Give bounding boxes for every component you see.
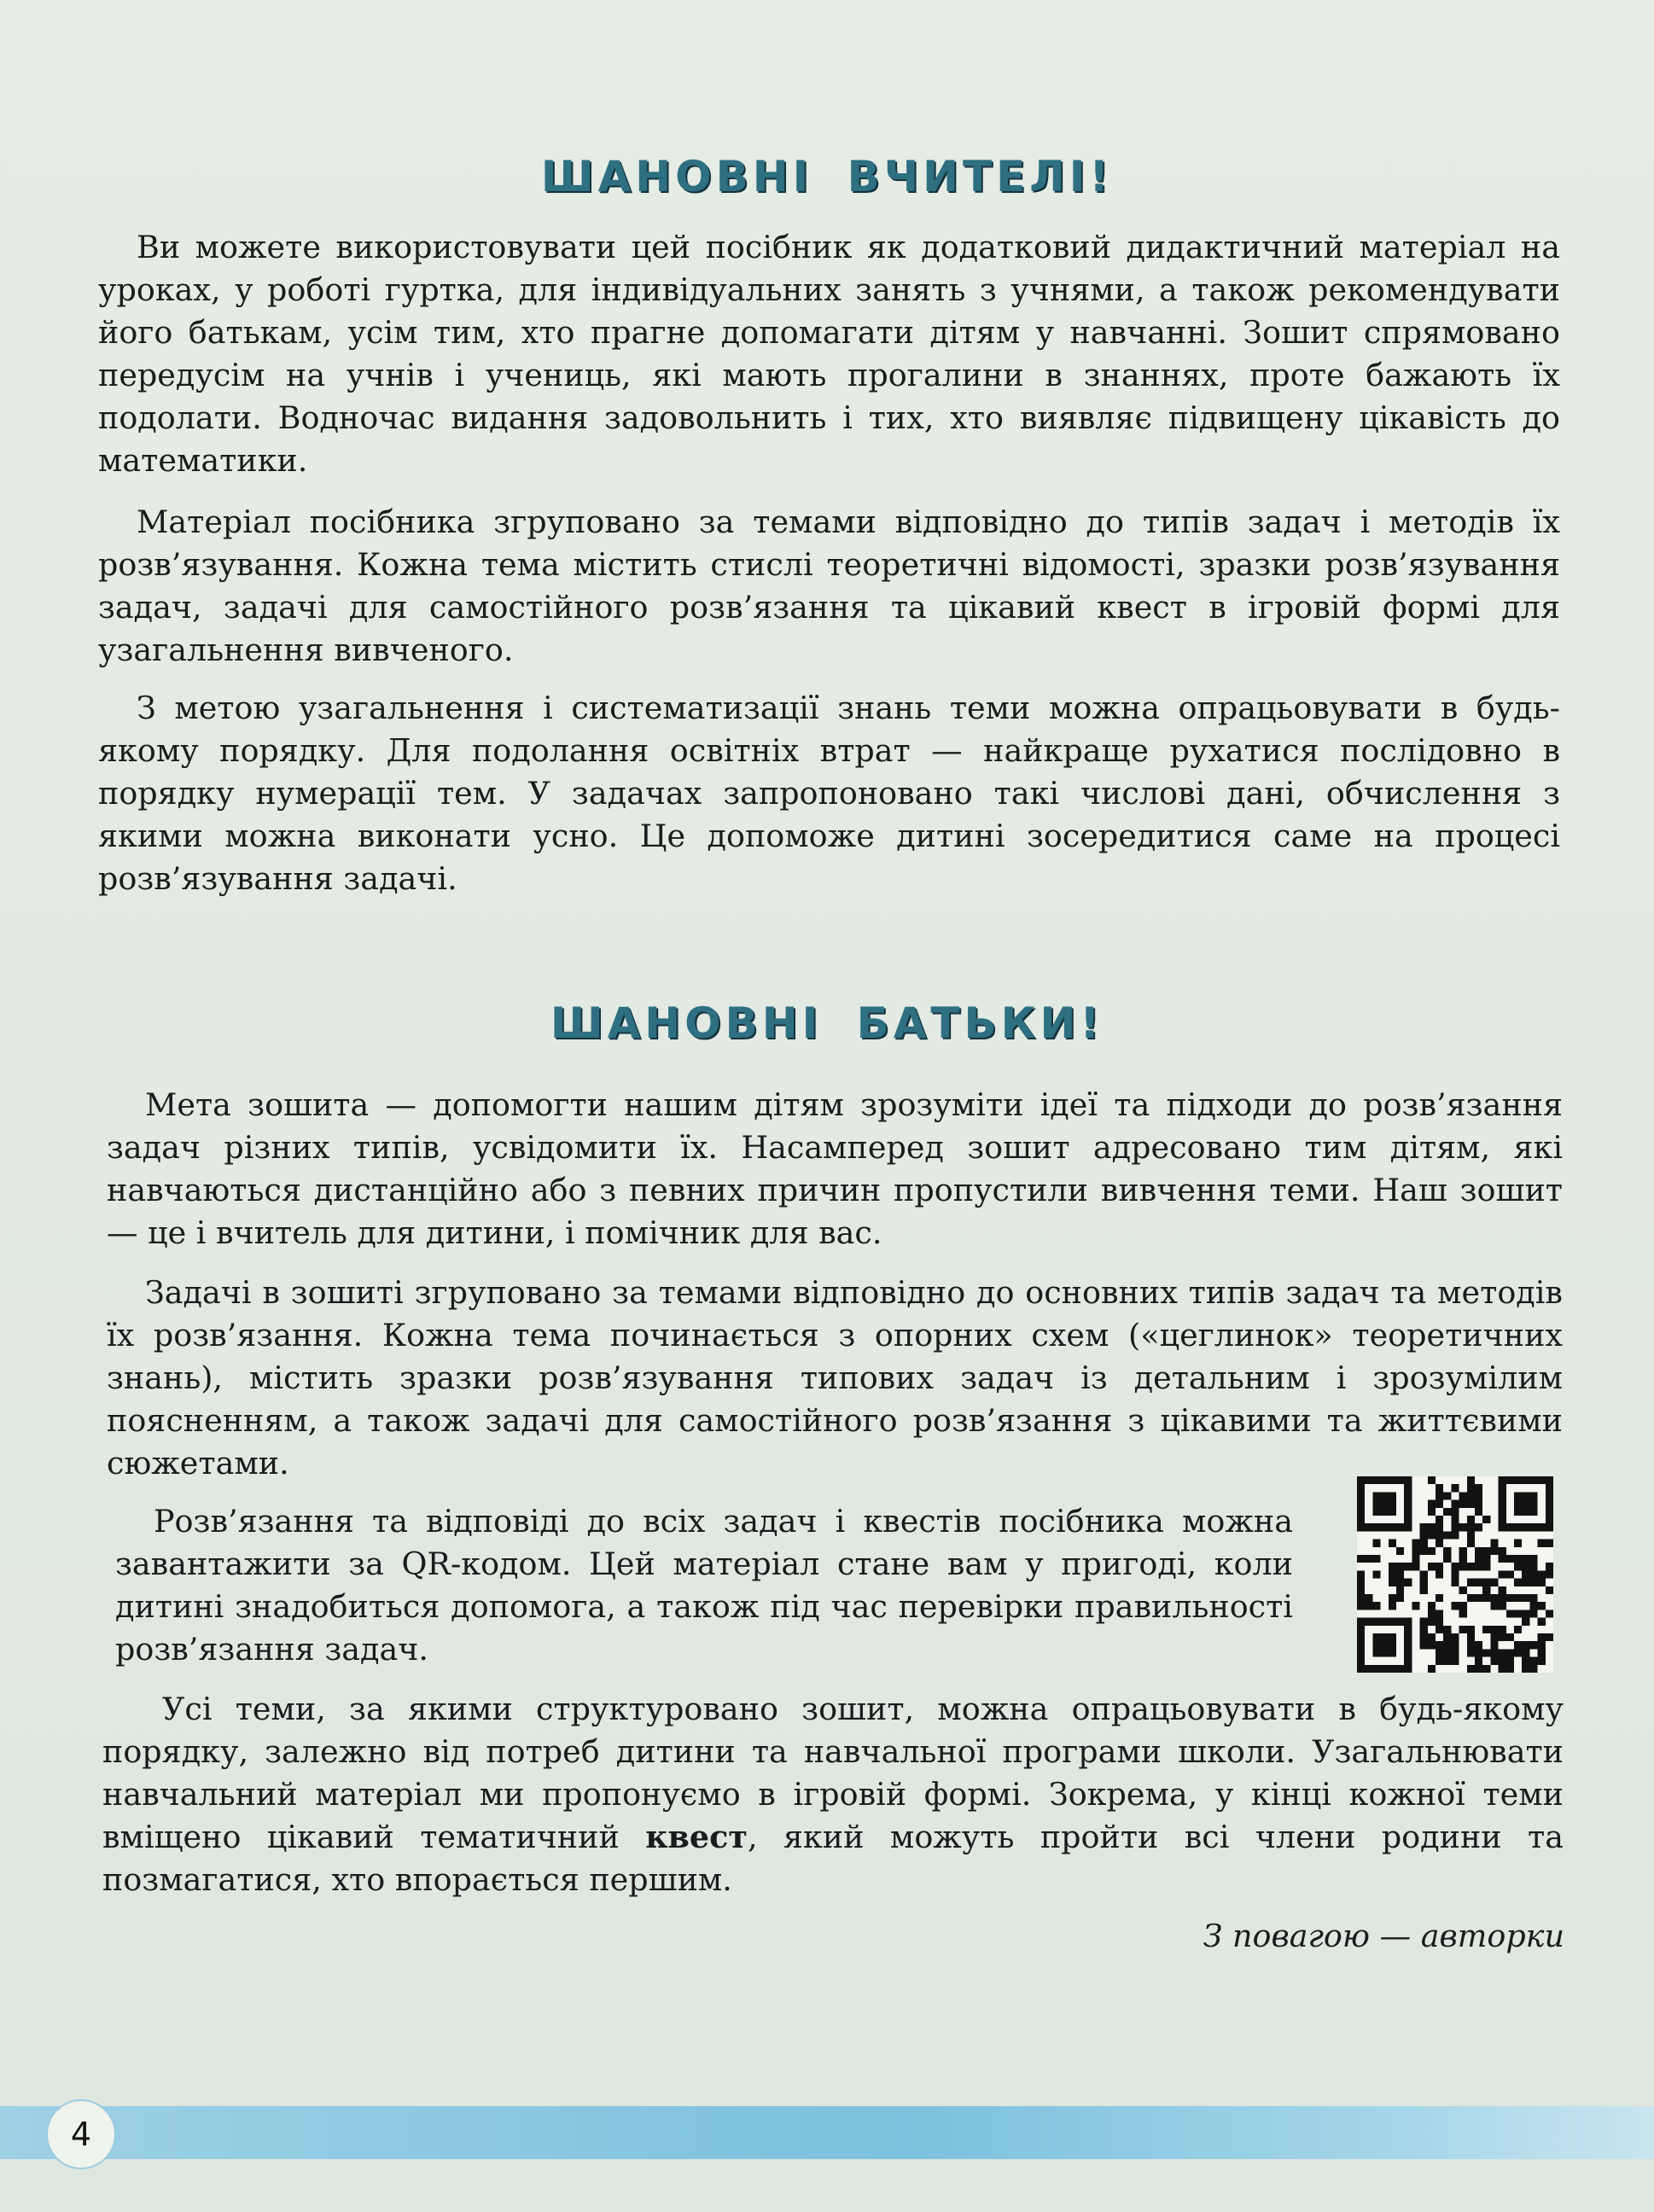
page-number: 4 bbox=[46, 2099, 116, 2169]
parents-heading: ШАНОВНІ БАТЬКИ! bbox=[550, 998, 1104, 1048]
quest-word: квест bbox=[645, 1819, 748, 1855]
qr-code[interactable] bbox=[1357, 1476, 1553, 1673]
signature: З повагою — авторки bbox=[1203, 1918, 1564, 1954]
parents-paragraph-4 bbox=[102, 1688, 1564, 1901]
teachers-paragraph-1: Ви можете використовувати цей посібник як додатковий дидактичний матеріал на уроках, у роботі гуртка, для індивідуальних занять з учнями, а також рекомендувати його батькам, усім тим, хто прагне допомагати дітям у навчанні. Зошит спрямовано передусім на учнів і учениць, які мають прогалини в знаннях, проте бажають їх подолати. Водночас видання задовольнить і тих, хто виявляє підвищену цікавість до математики. bbox=[98, 229, 1560, 479]
parents-paragraph-3: Розв’язання та відповіді до всіх задач і квестів посібника можна завантажити за QR-кодом. Цей матеріал стане вам у пригоді, коли дитині знадобиться допомога, а також під час перевірки правильності розв’язання задач. bbox=[115, 1503, 1293, 1668]
teachers-heading: ШАНОВНІ ВЧИТЕЛІ! bbox=[540, 152, 1114, 201]
footer-bar bbox=[0, 2106, 1654, 2159]
parents-paragraph-2: Задачі в зошиті згруповано за темами відповідно до основних типів задач та методів їх розв’язання. Кожна тема починається з опорних схем («цеглинок» теоретичних знань), містить зразки розв’язування типових задач із детальним і зрозумілим поясненням, а також задачі для самостійного розв’язання з цікавими та життєвими сюжетами. bbox=[107, 1274, 1563, 1481]
parents-paragraph-1: Мета зошита — допомогти нашим дітям зрозуміти ідеї та підходи до розв’язання задач різних типів, усвідомити їх. Насамперед зошит адресовано тим дітям, які навчаються дистанційно або з певних причин пропустили вивчення теми. Наш зошит — це і вчитель для дитини, і помічник для вас. bbox=[107, 1086, 1563, 1251]
paragraph-text-end: , який можуть пройти всі члени родини та позмагатися, хто впорається першим. bbox=[102, 1819, 1564, 1898]
teachers-paragraph-2: Матеріал посібника згруповано за темами відповідно до типів задач і методів їх розв’язування. Кожна тема містить стислі теоретичні відомості, зразки розв’язування задач, задачі для самостійного розв’язання та цікавий квест в ігровій формі для узагальнення вивченого. bbox=[98, 504, 1560, 668]
paragraph-text-start: Усі теми, за якими структуровано зошит, можна опрацьовувати в будь-якому порядку, залежно від потреб дитини та навчальної програми школи. Узагальнювати навчальний матеріал ми пропонуємо в ігровій формі. Зокрема, у кінці кожної теми вміщено цікавий тематичний bbox=[102, 1691, 1564, 1855]
teachers-paragraph-3: З метою узагальнення і систематизації знань теми можна опрацьовувати в будь-якому порядку. Для подолання освітніх втрат — найкраще рухатися послідовно в порядку нумерації тем. У задачах запропоновано такі числові дані, обчислення з якими можна виконати усно. Це допоможе дитині зосередитися саме на процесі розв’язування задачі. bbox=[98, 690, 1560, 897]
